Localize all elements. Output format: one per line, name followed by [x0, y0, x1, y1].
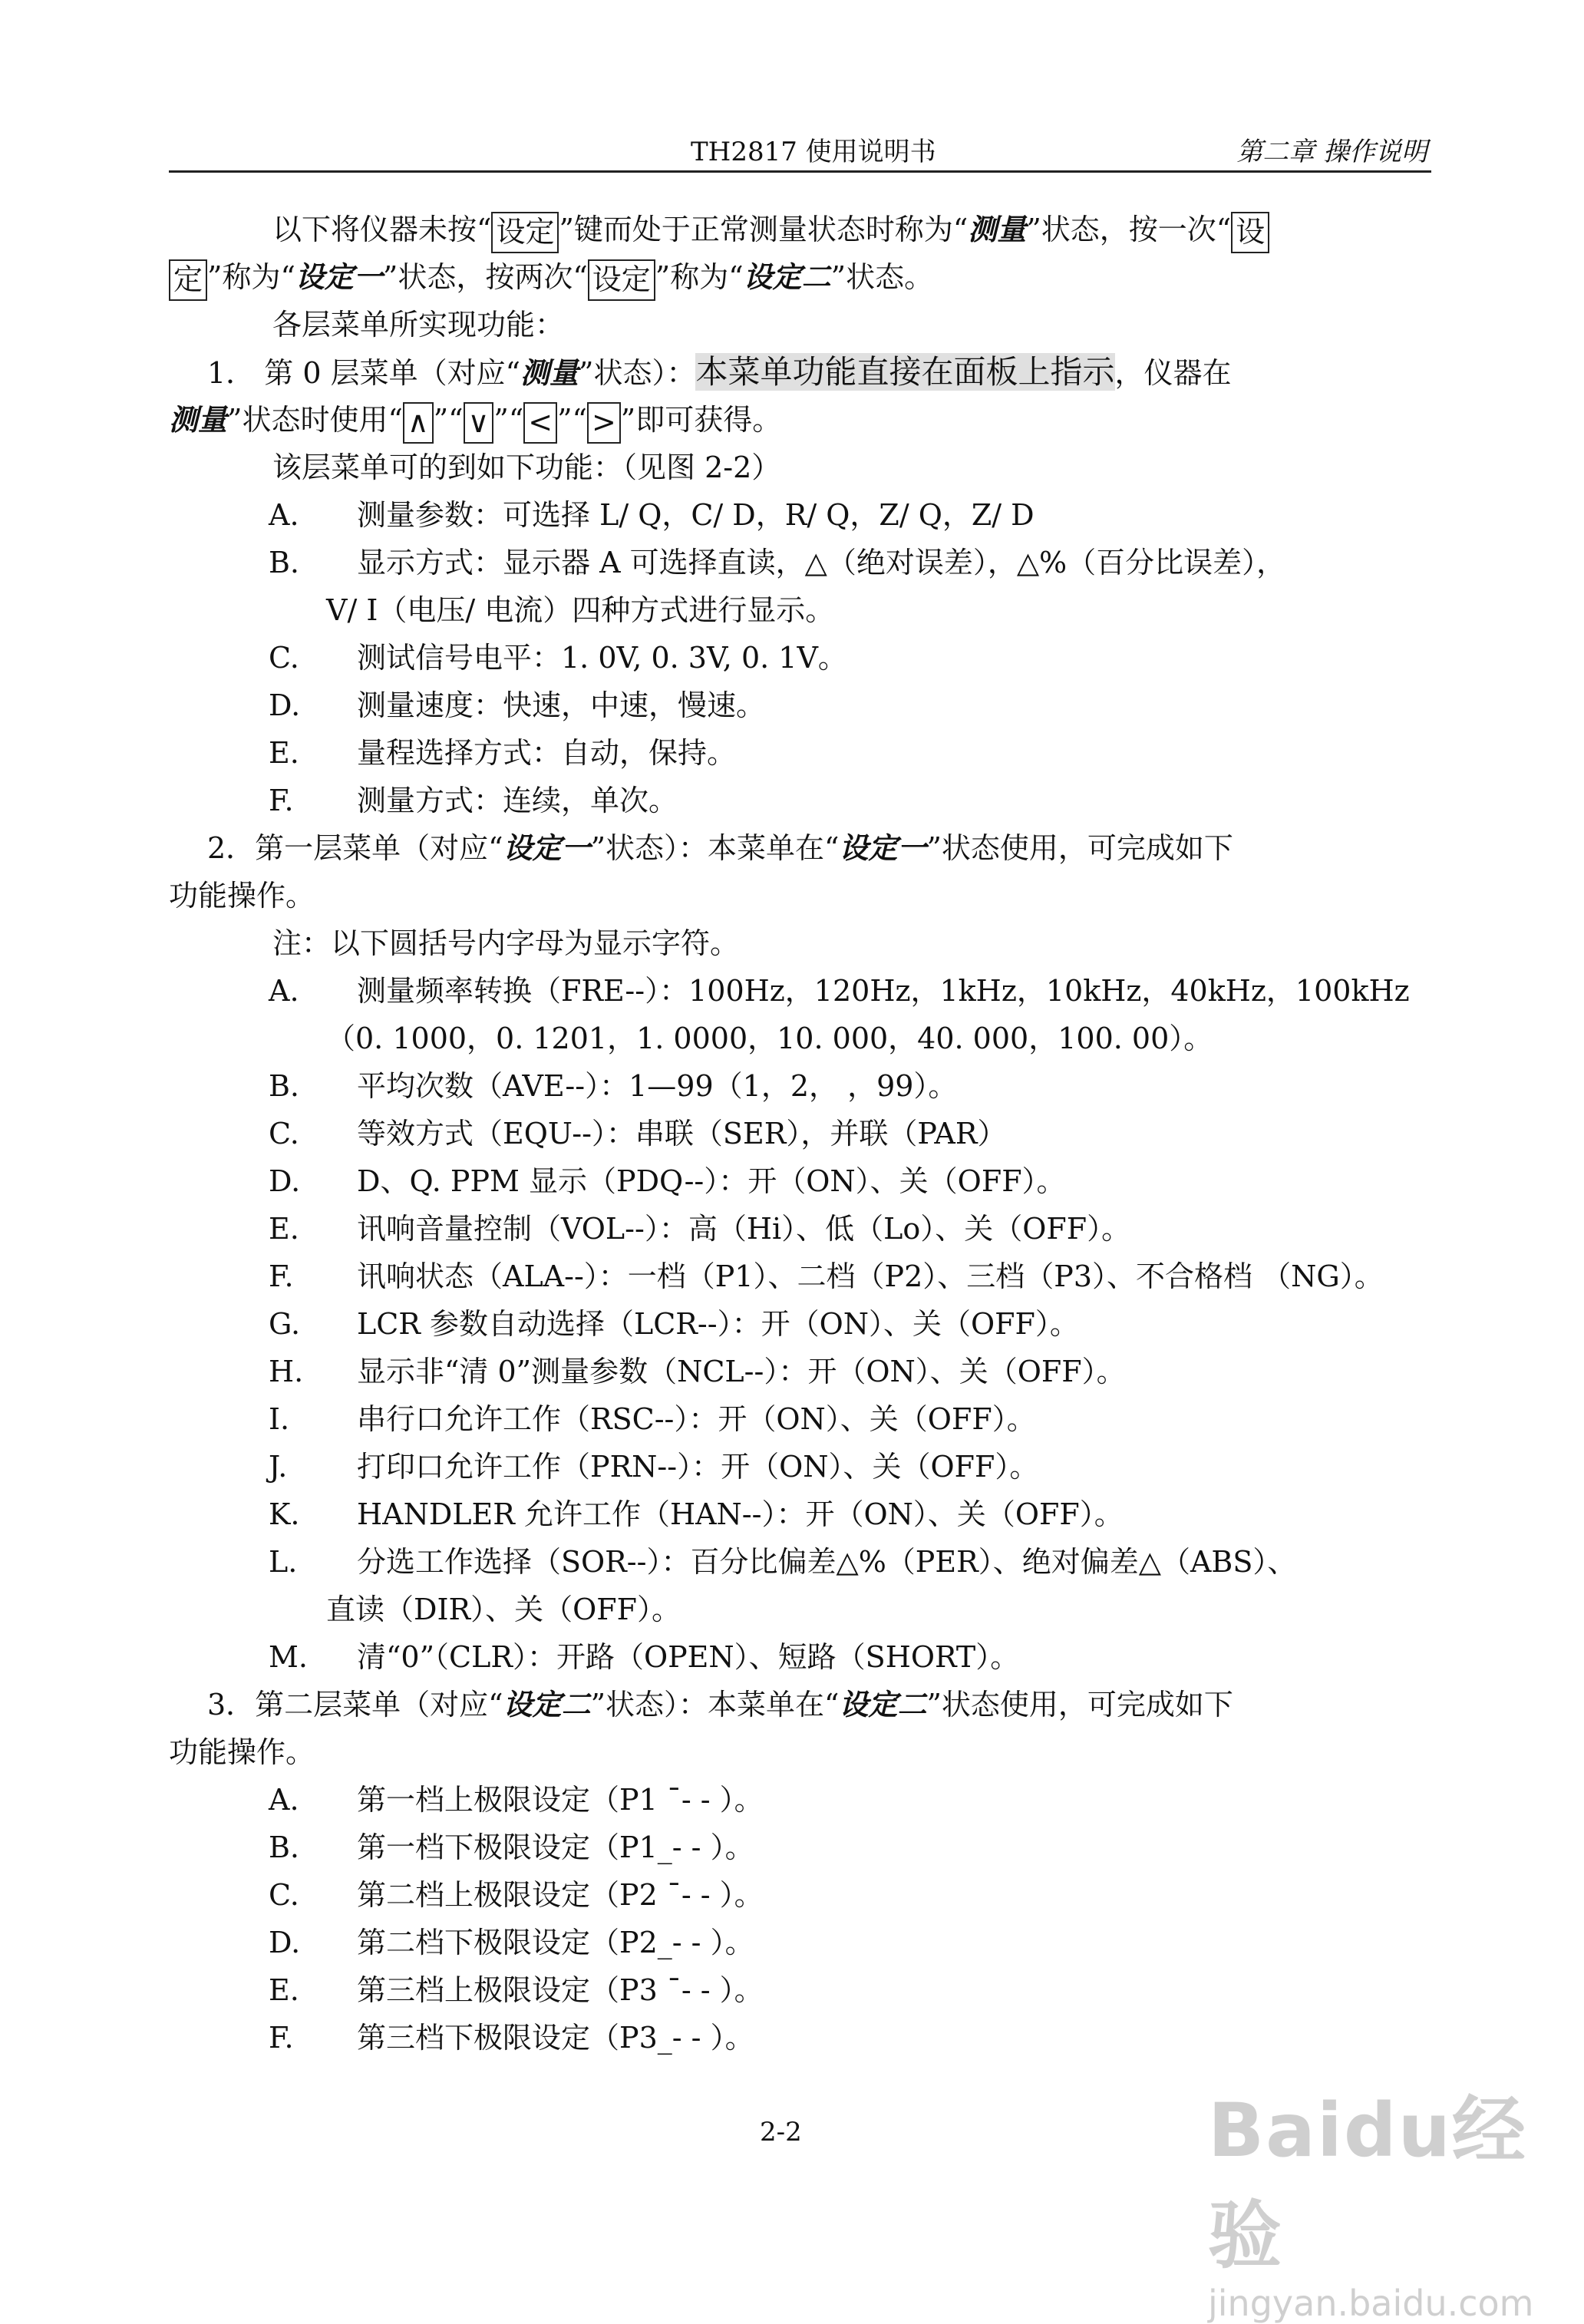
key-up-box: ∧ [403, 402, 434, 444]
key-set-box-part1: 设 [1231, 212, 1269, 253]
item-text: HANDLER 允许工作（HAN--）：开（ON）、关（OFF）。 [357, 1497, 1124, 1531]
emphasis-set1: 设定一 [839, 830, 927, 865]
item-text: 第一档上极限设定（P1 ¯- - ）。 [357, 1783, 764, 1817]
item-label: F. [269, 2021, 294, 2055]
item-label: F. [269, 1259, 294, 1293]
section-2-heading [169, 824, 1435, 872]
emphasis-measure: 测量 [968, 212, 1027, 246]
header-divider [169, 170, 1431, 173]
item-text: （0. 1000，0. 1201，1. 0000，10. 000，40. 000，100. 00）。 [326, 1022, 1213, 1055]
page-header [169, 130, 1427, 170]
item-label: B. [269, 1069, 300, 1103]
item-text: 测量频率转换（FRE--）：100Hz，120Hz，1kHz，10kHz，40kHz，100kHz [357, 974, 1410, 1008]
item-text: 第三档上极限设定（P3 ¯- - ）。 [357, 1973, 764, 2007]
list-item [169, 1490, 1435, 1538]
item-text: 显示非“清 0”测量参数（NCL--）：开（ON）、关（OFF）。 [357, 1355, 1126, 1388]
section-3-items [169, 1776, 1435, 2062]
list-item [169, 1348, 1435, 1395]
highlighted-text: 本菜单功能直接在面板上指示 [695, 353, 1115, 391]
item-label: F. [269, 784, 294, 817]
section-1-heading-cont [169, 396, 1435, 444]
document-title: TH2817 使用说明书 [691, 137, 936, 167]
key-set-box-2: 设定 [588, 259, 655, 301]
text: ”状态）： [579, 356, 696, 390]
text: ”状态）：本菜单在“ [590, 1688, 840, 1722]
item-label: C. [269, 1117, 299, 1150]
item-text: 串行口允许工作（RSC--）：开（ON）、关（OFF）。 [357, 1402, 1036, 1436]
item-text: 第二档上极限设定（P2 ¯- - ）。 [357, 1878, 764, 1912]
emphasis-set2: 设定二 [503, 1687, 591, 1722]
page-number: 2-2 [760, 2117, 802, 2147]
item-text: 显示方式：显示器 A 可选择直读，△（绝对误差），△%（百分比误差）， [357, 546, 1286, 579]
item-text: 清“0”（CLR）：开路（OPEN）、短路（SHORT）。 [357, 1640, 1020, 1674]
item-label: E. [269, 736, 299, 770]
text: ”称为“ [655, 260, 744, 294]
intro-line-2 [169, 253, 1435, 301]
text: ”“ [433, 403, 464, 437]
emphasis-set2: 设定二 [743, 259, 831, 294]
item-label: G. [269, 1307, 301, 1341]
list-item [169, 1157, 1435, 1205]
text: 3．第二层菜单（对应“ [207, 1688, 503, 1722]
item-text: V/ I（电压/ 电流）四种方式进行显示。 [326, 593, 835, 627]
text: ”即可获得。 [620, 403, 782, 437]
key-set-box: 设定 [491, 212, 559, 253]
list-item [169, 634, 1435, 682]
list-item [169, 491, 1435, 539]
section-2-note: 注：以下圆括号内字母为显示字符。 [272, 926, 740, 960]
item-text: 直读（DIR）、关（OFF）。 [326, 1593, 681, 1626]
chapter-title: 第二章 操作说明 [1236, 137, 1427, 167]
emphasis-measure: 测量 [169, 402, 228, 437]
text: ”状态使用，可完成如下 [926, 1688, 1233, 1722]
text: ，仪器在 [1114, 356, 1232, 390]
item-label: L. [269, 1545, 298, 1579]
list-item [169, 1205, 1435, 1253]
list-item [169, 539, 1435, 586]
watermark-url: jingyan.baidu.com [1208, 2283, 1534, 2324]
item-text: 打印口允许工作（PRN--）：开（ON）、关（OFF）。 [357, 1450, 1039, 1484]
list-item [169, 682, 1435, 729]
section-2-heading-cont: 功能操作。 [169, 879, 315, 913]
item-label: D. [269, 1926, 301, 1959]
item-label: J. [269, 1450, 288, 1484]
item-text: 第二档下极限设定（P2_- - ）。 [357, 1926, 754, 1959]
key-set-box-part2: 定 [169, 259, 207, 301]
list-item [169, 1538, 1435, 1586]
item-text: 测试信号电平：1. 0V, 0. 3V, 0. 1V。 [357, 641, 847, 675]
key-right-box: > [587, 402, 621, 444]
list-item [169, 2014, 1435, 2062]
list-item [169, 1062, 1435, 1110]
list-item [169, 1776, 1435, 1824]
intro-line-3: 各层菜单所实现功能： [272, 308, 565, 342]
text: 1． 第 0 层菜单（对应“ [207, 356, 521, 390]
text: ”状态使用，可完成如下 [926, 831, 1233, 865]
item-label: E. [269, 1973, 299, 2007]
item-text: 测量参数：可选择 L/ Q，C/ D，R/ Q，Z/ Q，Z/ D [357, 498, 1035, 532]
key-left-box: < [523, 402, 557, 444]
section-1-heading [169, 348, 1435, 396]
item-label: M. [269, 1640, 308, 1674]
text: ”“ [557, 403, 587, 437]
item-text: D、Q. PPM 显示（PDQ--）：开（ON）、关（OFF）。 [357, 1164, 1066, 1198]
list-item [169, 967, 1435, 1015]
section-3-heading-cont: 功能操作。 [169, 1735, 315, 1769]
item-text: 分选工作选择（SOR--）：百分比偏差△%（PER）、绝对偏差△（ABS）、 [357, 1545, 1297, 1579]
item-label: C. [269, 1878, 299, 1912]
emphasis-measure: 测量 [520, 355, 579, 390]
list-item [169, 1919, 1435, 1966]
item-text: 第一档下极限设定（P1_- - ）。 [357, 1830, 754, 1864]
list-item [169, 1871, 1435, 1919]
text: 以下将仪器未按“ [272, 213, 492, 246]
section-2-items [169, 967, 1435, 1681]
item-text: 测量速度：快速，中速，慢速。 [357, 688, 766, 722]
list-item [169, 1966, 1435, 2014]
text: ”状态。 [830, 260, 934, 294]
section-3-heading [169, 1681, 1435, 1728]
section-1-items [169, 491, 1435, 824]
item-label: C. [269, 641, 299, 675]
item-label: K. [269, 1497, 300, 1531]
item-text: 平均次数（AVE--）：1—99（1，2， ，99）。 [357, 1069, 958, 1103]
item-label: B. [269, 546, 300, 579]
text: ”状态）：本菜单在“ [590, 831, 840, 865]
list-item [169, 1395, 1435, 1443]
list-item [169, 1110, 1435, 1157]
list-item [169, 1253, 1435, 1300]
watermark [1208, 2072, 1538, 2324]
list-item [169, 1824, 1435, 1871]
list-item [169, 1443, 1435, 1490]
list-item [169, 1300, 1435, 1348]
item-label: D. [269, 688, 301, 722]
text: ”键而处于正常测量状态时称为“ [559, 213, 969, 246]
list-item [169, 1633, 1435, 1681]
list-item [169, 729, 1435, 777]
text: ”状态，按两次“ [382, 260, 588, 294]
text: ”称为“ [207, 260, 295, 294]
list-item [169, 1586, 1435, 1633]
text: ”状态时使用“ [227, 403, 403, 437]
text: ”“ [493, 403, 524, 437]
item-text: 等效方式（EQU--）：串联（SER），并联（PAR） [357, 1117, 1007, 1150]
item-label: I. [269, 1402, 290, 1436]
item-text: 第三档下极限设定（P3_- - ）。 [357, 2021, 754, 2055]
list-item [169, 1015, 1435, 1062]
item-text: 讯响状态（ALA--）：一档（P1）、二档（P2）、三档（P3）、不合格档 （NG）。 [357, 1259, 1384, 1293]
emphasis-set1: 设定一 [295, 259, 383, 294]
emphasis-set2: 设定二 [839, 1687, 927, 1722]
item-text: LCR 参数自动选择（LCR--）：开（ON）、关（OFF）。 [357, 1307, 1079, 1341]
document-body [169, 206, 1435, 2062]
item-text: 讯响音量控制（VOL--）：高（Hi）、低（Lo）、关（OFF）。 [357, 1212, 1131, 1246]
item-label: A. [269, 1783, 299, 1817]
item-label: B. [269, 1830, 300, 1864]
item-label: H. [269, 1355, 304, 1388]
item-text: 测量方式：连续，单次。 [357, 784, 678, 817]
item-label: E. [269, 1212, 299, 1246]
key-down-box: ∨ [464, 402, 494, 444]
text: 2．第一层菜单（对应“ [207, 831, 503, 865]
list-item [169, 586, 1435, 634]
item-label: D. [269, 1164, 301, 1198]
emphasis-set1: 设定一 [503, 830, 591, 865]
item-label: A. [269, 974, 299, 1008]
item-label: A. [269, 498, 299, 532]
watermark-logo: Baidu经验 [1208, 2088, 1527, 2279]
text: ”状态，按一次“ [1026, 213, 1232, 246]
list-item [169, 777, 1435, 824]
item-text: 量程选择方式：自动，保持。 [357, 736, 737, 770]
intro-line-1 [169, 206, 1435, 253]
section-1-intro: 该层菜单可的到如下功能：（见图 2-2） [272, 451, 781, 484]
